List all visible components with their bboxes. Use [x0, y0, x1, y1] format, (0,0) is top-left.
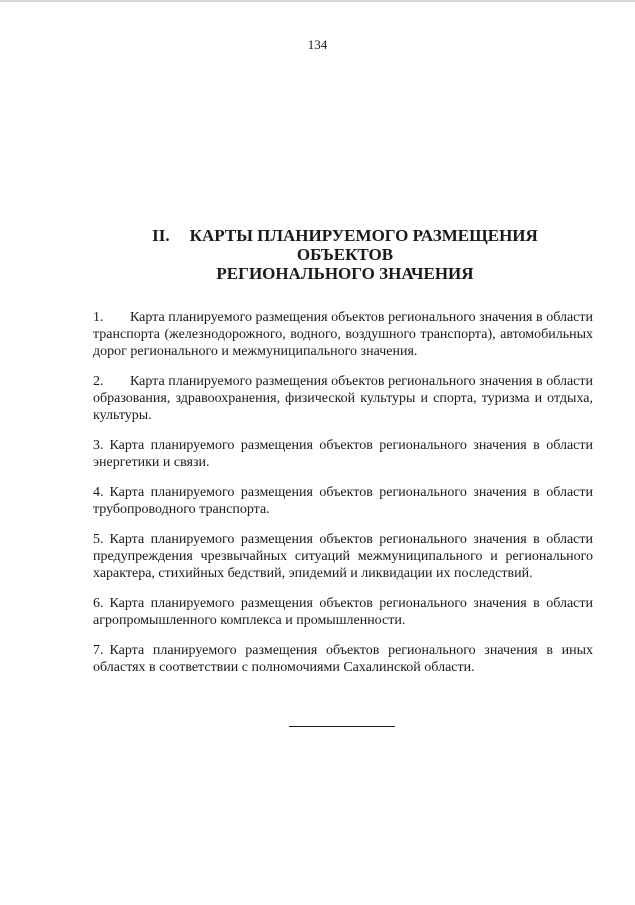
item-number: 7.: [93, 643, 104, 658]
list-item-5: [93, 531, 593, 582]
heading-line-3: РЕГИОНАЛЬНОГО ЗНАЧЕНИЯ: [216, 264, 474, 283]
list-item-2: [93, 373, 593, 424]
item-number: 6.: [93, 596, 104, 611]
item-number: 2.: [93, 374, 104, 389]
list-item-4: [93, 484, 593, 518]
item-text: Карта планируемого размещения объектов регионального значения в области агропромышленного комплекса и промышленности.: [93, 596, 593, 628]
map-list: [93, 309, 593, 689]
item-text: Карта планируемого размещения объектов регионального значения в области предупреждения чрезвычайных ситуаций межмуниципального и регионального характера, стихийных бедствий, эпидемий и ликвидации их последствий.: [93, 532, 593, 581]
item-text: Карта планируемого размещения объектов регионального значения в области трубопроводного транспорта.: [93, 485, 593, 517]
item-number: 4.: [93, 485, 104, 500]
item-text: Карта планируемого размещения объектов регионального значения в области образования, здравоохранения, физической культуры и спорта, туризма и отдыха, культуры.: [93, 374, 593, 423]
closing-rule: [289, 726, 395, 727]
item-text: Карта планируемого размещения объектов регионального значения в области энергетики и связи.: [93, 438, 593, 470]
heading-text-1: КАРТЫ ПЛАНИРУЕМОГО РАЗМЕЩЕНИЯ: [189, 226, 538, 245]
list-item-7: [93, 642, 593, 676]
item-number: 1.: [93, 310, 104, 325]
list-item-6: [93, 595, 593, 629]
heading-line-1: [90, 226, 600, 245]
section-heading: [90, 226, 600, 283]
item-text: Карта планируемого размещения объектов регионального значения в области транспорта (железнодорожного, водного, воздушного транспорта), автомобильных дорог регионального и межмуниципального значения.: [93, 310, 593, 359]
item-text: Карта планируемого размещения объектов регионального значения в иных областях в соответствии с полномочиями Сахалинской области.: [93, 643, 593, 675]
item-number: 3.: [93, 438, 104, 453]
page-number: 134: [307, 37, 328, 52]
heading-line-2: ОБЪЕКТОВ: [296, 245, 394, 264]
list-item-3: [93, 437, 593, 471]
list-item-1: [93, 309, 593, 360]
page-top-edge: [0, 0, 635, 2]
item-number: 5.: [93, 532, 104, 547]
section-numeral: II.: [152, 226, 170, 245]
